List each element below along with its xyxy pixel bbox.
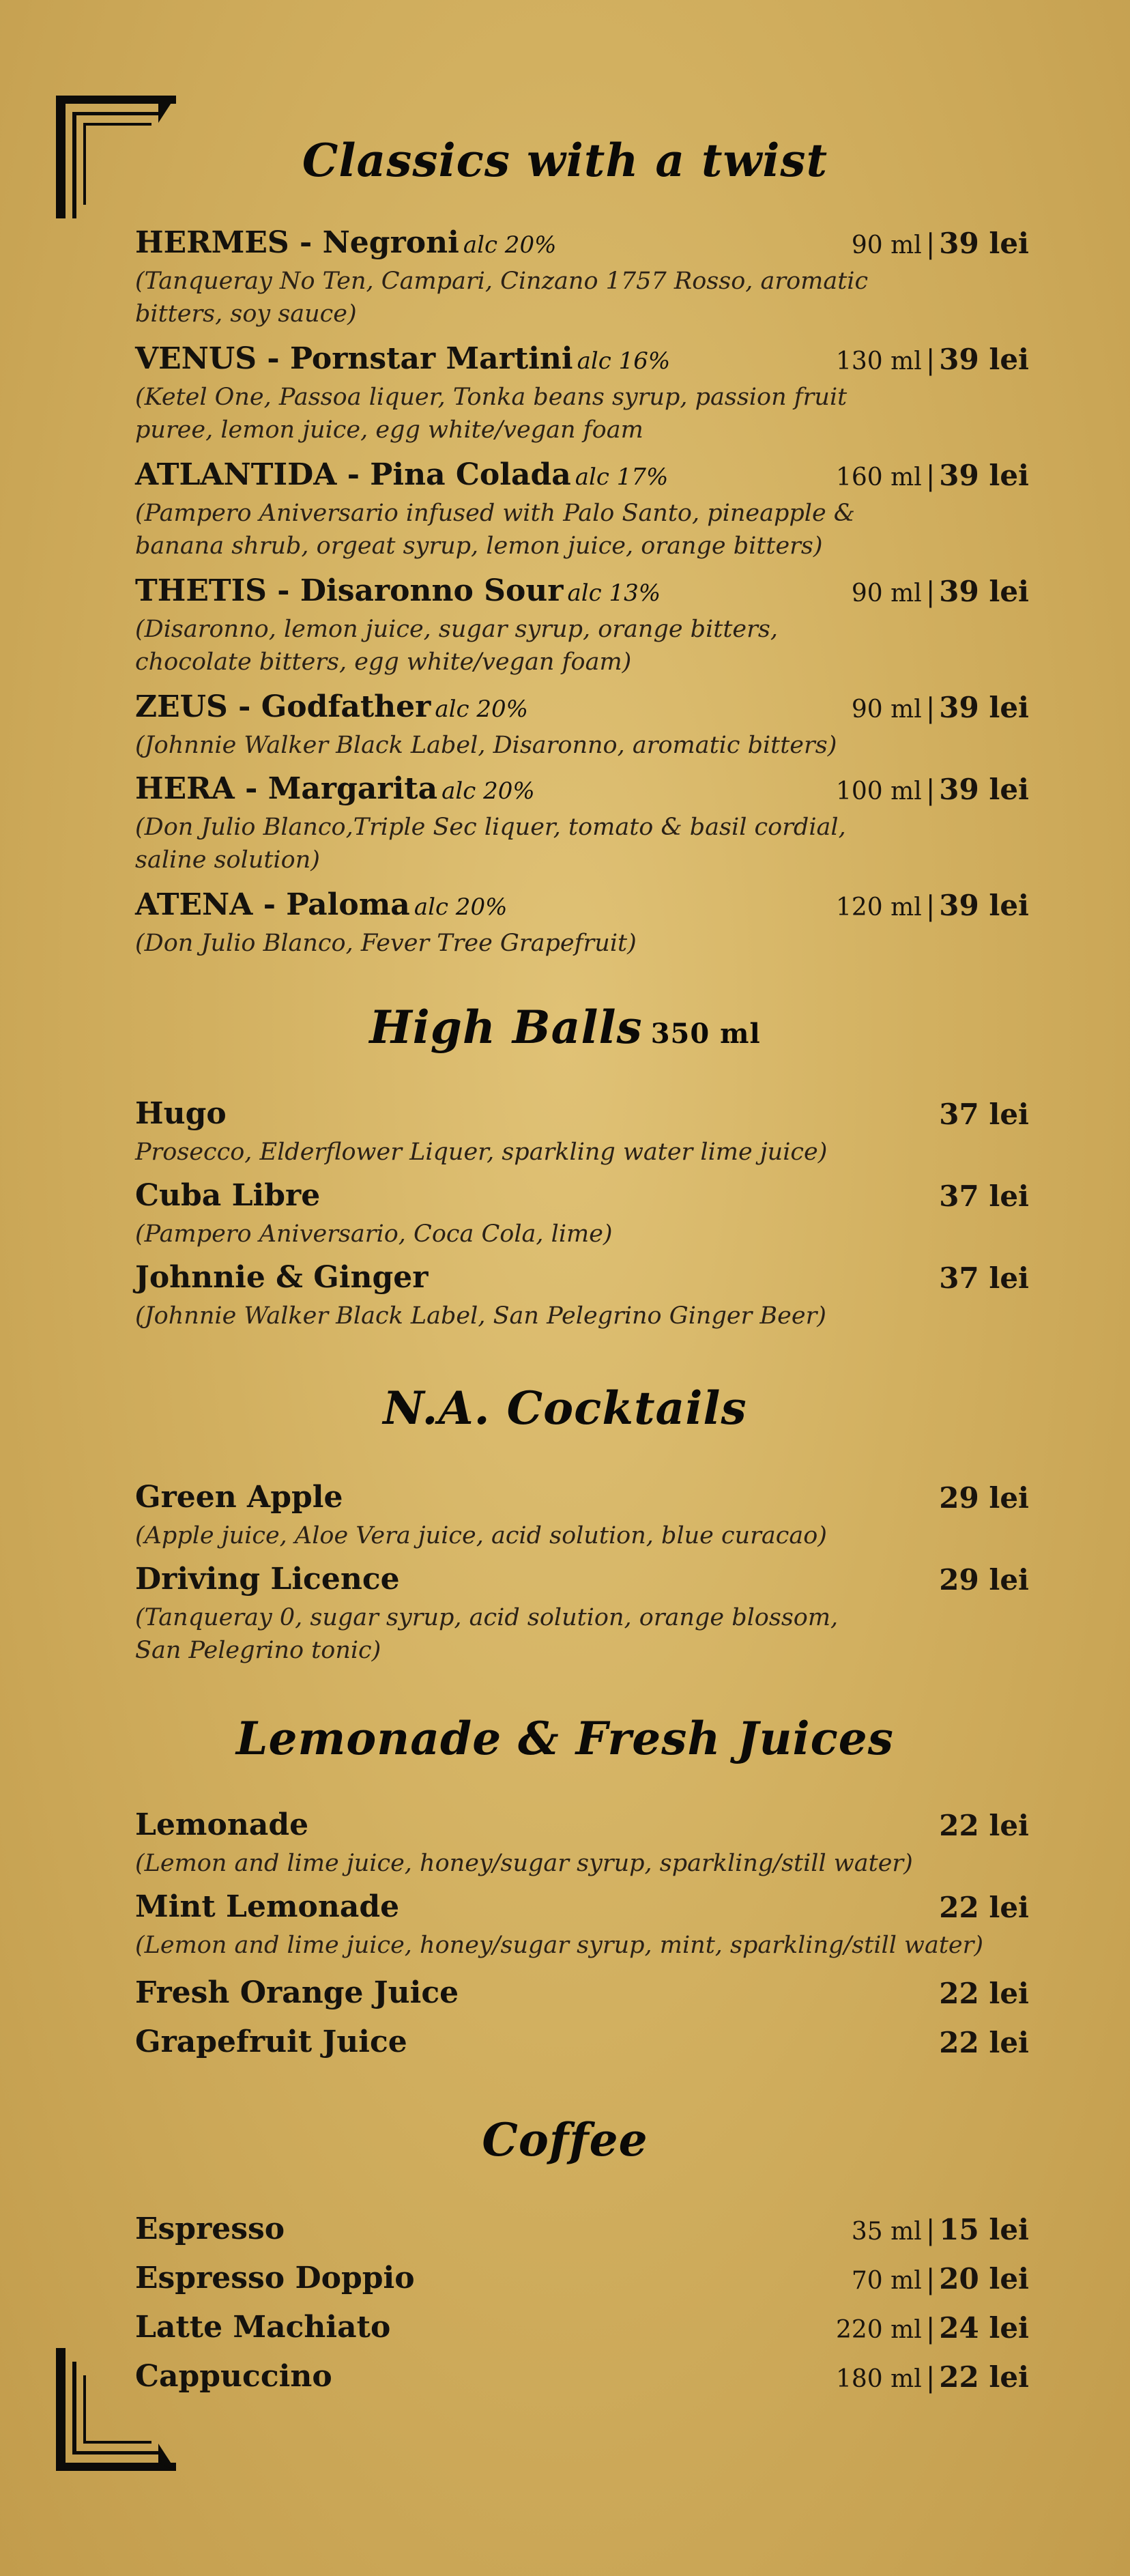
item-price-value: 22 lei [939,1891,1029,1924]
item-name [135,887,507,922]
item-price: 220 ml | 24 lei [836,2311,1029,2345]
item-price-value: 22 lei [939,2360,1029,2394]
item-price: 100 ml | 39 lei [836,773,1029,806]
item-description: (Pampero Aniversario, Coca Cola, lime) [135,1220,613,1248]
item-description: (Don Julio Blanco, Fever Tree Grapefruit) [135,930,637,957]
menu-item [135,2261,1029,2300]
item-price: 35 ml | 15 lei [851,2213,1029,2246]
item-price: 160 ml | 39 lei [836,459,1029,492]
menu-item [135,689,1029,762]
item-price-value: 39 lei [939,773,1029,806]
item-price: 130 ml | 39 lei [836,343,1029,376]
item-name-text: ZEUS - Godfather [135,689,431,724]
item-price-value: 39 lei [939,343,1029,376]
item-name [135,689,528,724]
item-price [939,1481,1029,1515]
menu-item [135,1562,1029,1667]
item-alc: alc 13% [567,579,661,607]
item-description-2: banana shrub, orgeat syrup, lemon juice, orange bitters) [135,532,823,560]
menu-item [135,2359,1029,2399]
item-volume: 90 ml [851,696,922,724]
item-price [939,1098,1029,1131]
item-description-2: saline solution) [135,846,320,874]
item-name: Green Apple [135,1480,343,1515]
item-price-value: 37 lei [939,1261,1029,1295]
item-price [939,1563,1029,1597]
menu-item [135,2024,1029,2064]
item-name-text: ATENA - Paloma [135,887,410,922]
item-volume: 220 ml [836,2316,922,2344]
menu-item [135,225,1029,330]
item-alc: alc 16% [577,347,671,375]
section-title-lemonade: Lemonade & Fresh Juices [236,1712,894,1765]
item-price [939,1977,1029,2010]
item-name: Latte Machiato [135,2310,391,2345]
item-volume: 120 ml [836,893,922,921]
item-name: Cuba Libre [135,1178,321,1213]
item-description: (Lemon and lime juice, honey/sugar syrup, sparkling/still water) [135,1850,913,1877]
item-description: (Tanqueray 0, sugar syrup, acid solution, orange blossom, [135,1604,839,1631]
item-price-value: 39 lei [939,691,1029,724]
menu-item [135,1480,1029,1552]
menu-item [135,1096,1029,1169]
item-alc: alc 20% [435,696,528,723]
item-description: (Don Julio Blanco,Triple Sec liquer, tomato & basil cordial, [135,814,846,841]
item-name: Espresso Doppio [135,2261,415,2295]
item-description-2: chocolate bitters, egg white/vegan foam) [135,648,632,676]
item-description: (Johnnie Walker Black Label, Disaronno, aromatic bitters) [135,732,837,759]
item-name: Mint Lemonade [135,1889,400,1924]
item-description: (Ketel One, Passoa liquer, Tonka beans syrup, passion fruit [135,384,848,411]
item-volume: 180 ml [836,2365,922,2393]
item-price-value: 39 lei [939,889,1029,922]
item-price-value: 29 lei [939,1481,1029,1515]
item-price: 70 ml | 20 lei [851,2262,1029,2295]
item-alc: alc 20% [441,777,535,805]
item-description-2: puree, lemon juice, egg white/vegan foam [135,416,643,444]
item-name: Grapefruit Juice [135,2024,407,2059]
item-alc: alc 20% [463,231,557,259]
item-name [135,573,661,608]
item-description: (Lemon and lime juice, honey/sugar syrup, mint, sparkling/still water) [135,1932,984,1959]
item-description: (Tanqueray No Ten, Campari, Cinzano 1757 Rosso, aromatic [135,268,869,295]
item-alc: alc 20% [414,893,508,921]
item-name: Cappuccino [135,2359,332,2394]
item-price-value: 22 lei [939,2026,1029,2059]
menu-item [135,457,1029,562]
item-volume: 70 ml [851,2267,922,2295]
item-description: (Pampero Aniversario infused with Palo Santo, pineapple & [135,500,855,527]
item-price-value: 37 lei [939,1098,1029,1131]
item-description-2: San Pelegrino tonic) [135,1637,381,1664]
item-name: Espresso [135,2212,285,2246]
item-volume: 35 ml [851,2218,922,2246]
menu-item [135,1889,1029,1962]
item-price-value: 15 lei [939,2213,1029,2246]
item-name [135,457,668,492]
item-price-value: 39 lei [939,459,1029,492]
item-name-text: VENUS - Pornstar Martini [135,341,573,376]
item-name: Lemonade [135,1807,309,1842]
section-title-coffee: Coffee [482,2113,648,2166]
menu-item [135,771,1029,876]
item-price: 90 ml | 39 lei [851,227,1029,260]
item-price-value: 29 lei [939,1563,1029,1597]
menu-item [135,2310,1029,2349]
section-title-na-cocktails: N.A. Cocktails [383,1382,747,1435]
menu-item [135,887,1029,960]
item-description: (Apple juice, Aloe Vera juice, acid solution, blue curacao) [135,1522,827,1549]
item-description: Prosecco, Elderflower Liquer, sparkling water lime juice) [135,1139,828,1166]
menu-item [135,1178,1029,1250]
item-volume: 130 ml [836,347,922,375]
item-price-value: 22 lei [939,1809,1029,1842]
item-description: (Johnnie Walker Black Label, San Pelegrino Ginger Beer) [135,1302,826,1330]
item-price [939,1809,1029,1842]
item-name: Hugo [135,1096,227,1131]
item-price-value: 39 lei [939,575,1029,608]
item-name [135,771,535,806]
item-price [939,2026,1029,2059]
item-name-text: ATLANTIDA - Pina Colada [135,457,571,492]
item-name: Fresh Orange Juice [135,1975,459,2010]
item-price-value: 37 lei [939,1179,1029,1213]
item-price-value: 22 lei [939,1977,1029,2010]
item-price: 180 ml | 22 lei [836,2360,1029,2394]
section-title-classics: Classics with a twist [302,134,828,187]
item-description: (Disaronno, lemon juice, sugar syrup, orange bitters, [135,616,778,643]
item-volume: 90 ml [851,579,922,607]
menu-item [135,1807,1029,1880]
menu-item [135,1975,1029,2015]
item-price-value: 24 lei [939,2311,1029,2345]
item-name-text: HERA - Margarita [135,771,438,806]
item-price: 90 ml | 39 lei [851,575,1029,608]
item-name: Johnnie & Ginger [135,1260,429,1295]
item-name [135,341,670,376]
item-name-text: HERMES - Negroni [135,225,459,260]
menu-item [135,573,1029,678]
item-price [939,1179,1029,1213]
menu-item [135,1260,1029,1332]
item-price: 120 ml | 39 lei [836,889,1029,922]
item-volume: 160 ml [836,463,922,491]
item-price: 90 ml | 39 lei [851,691,1029,724]
menu-item [135,341,1029,446]
section-volume: 350 ml [650,1018,761,1050]
item-alc: alc 17% [575,463,669,491]
item-price [939,1261,1029,1295]
item-name-text: THETIS - Disaronno Sour [135,573,564,608]
item-name [135,225,556,260]
item-price-value: 39 lei [939,227,1029,260]
section-title-highballs [0,1001,1130,1054]
item-price-value: 20 lei [939,2262,1029,2295]
item-name: Driving Licence [135,1562,400,1597]
section-title-text: High Balls [369,1001,643,1054]
item-description-2: bitters, soy sauce) [135,300,357,328]
menu-item [135,2212,1029,2251]
item-volume: 100 ml [836,777,922,805]
item-price [939,1891,1029,1924]
item-volume: 90 ml [851,231,922,259]
